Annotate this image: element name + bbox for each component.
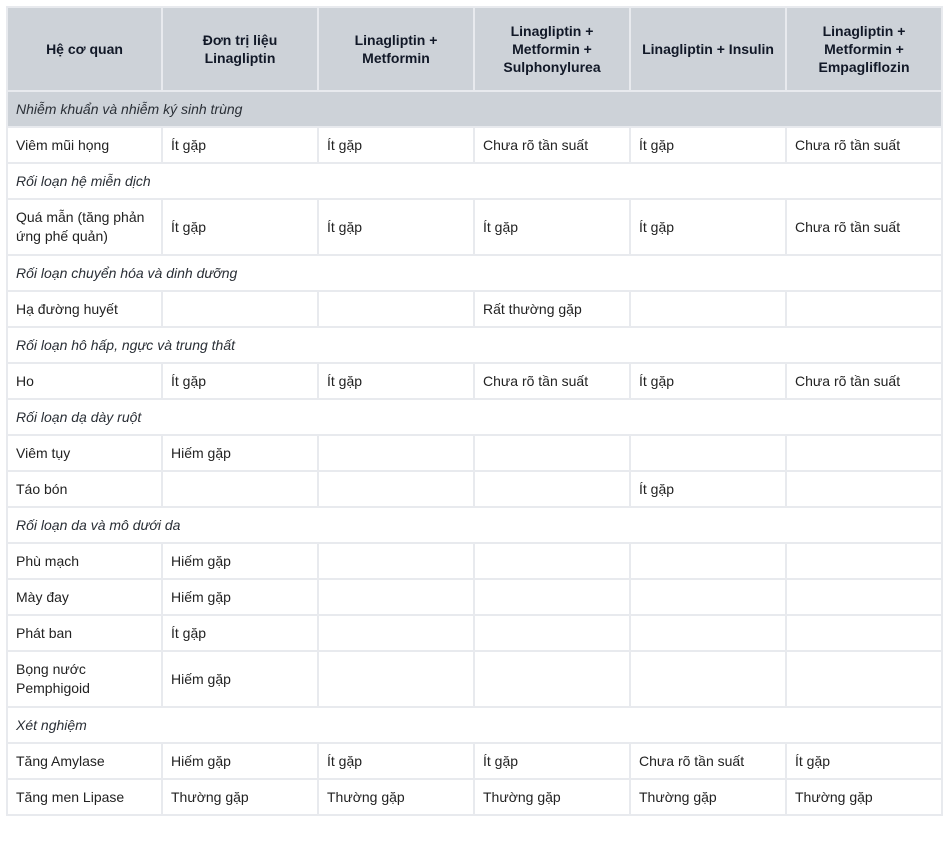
table-row xyxy=(7,127,942,163)
frequency-cell xyxy=(474,435,630,471)
frequency-cell xyxy=(786,543,942,579)
frequency-cell: Ít gặp xyxy=(318,199,474,255)
table-row xyxy=(7,743,942,779)
frequency-cell: Ít gặp xyxy=(318,743,474,779)
header-organ-system: Hệ cơ quan xyxy=(7,7,162,91)
frequency-cell: Rất thường gặp xyxy=(474,291,630,327)
organ-cell: Viêm mũi họng xyxy=(7,127,162,163)
frequency-cell: Chưa rõ tần suất xyxy=(474,127,630,163)
group-title: Rối loạn chuyển hóa và dinh dưỡng xyxy=(7,255,942,291)
group-row xyxy=(7,255,942,291)
frequency-cell: Ít gặp xyxy=(630,471,786,507)
table-body xyxy=(7,91,942,815)
frequency-cell: Hiếm gặp xyxy=(162,435,318,471)
frequency-cell: Ít gặp xyxy=(162,615,318,651)
frequency-cell xyxy=(786,651,942,707)
frequency-cell: Ít gặp xyxy=(162,363,318,399)
organ-cell: Ho xyxy=(7,363,162,399)
organ-cell: Quá mẫn (tăng phản ứng phế quản) xyxy=(7,199,162,255)
frequency-cell xyxy=(474,651,630,707)
frequency-cell xyxy=(630,543,786,579)
frequency-cell xyxy=(474,579,630,615)
frequency-cell: Chưa rõ tần suất xyxy=(630,743,786,779)
frequency-cell xyxy=(162,291,318,327)
table-row xyxy=(7,615,942,651)
frequency-cell: Ít gặp xyxy=(162,199,318,255)
frequency-cell: Ít gặp xyxy=(318,363,474,399)
header-lina-met-su: Linagliptin + Metformin + Sulphonylurea xyxy=(474,7,630,91)
table-row xyxy=(7,199,942,255)
table-row xyxy=(7,779,942,815)
frequency-cell: Ít gặp xyxy=(630,363,786,399)
group-row xyxy=(7,707,942,743)
table-row xyxy=(7,435,942,471)
frequency-cell: Ít gặp xyxy=(630,199,786,255)
header-row xyxy=(7,7,942,91)
frequency-cell xyxy=(318,579,474,615)
group-title: Rối loạn dạ dày ruột xyxy=(7,399,942,435)
frequency-cell xyxy=(318,651,474,707)
frequency-cell: Ít gặp xyxy=(318,127,474,163)
frequency-cell: Hiếm gặp xyxy=(162,579,318,615)
group-title: Rối loạn da và mô dưới da xyxy=(7,507,942,543)
adverse-reactions-table xyxy=(6,6,943,816)
frequency-cell xyxy=(630,651,786,707)
frequency-cell xyxy=(786,471,942,507)
frequency-cell: Chưa rõ tần suất xyxy=(786,199,942,255)
frequency-cell xyxy=(630,435,786,471)
header-lina-met-empa: Linagliptin + Metformin + Empagliflozin xyxy=(786,7,942,91)
organ-cell: Tăng Amylase xyxy=(7,743,162,779)
table-row xyxy=(7,543,942,579)
frequency-cell xyxy=(162,471,318,507)
group-title: Rối loạn hệ miễn dịch xyxy=(7,163,942,199)
frequency-cell xyxy=(474,615,630,651)
organ-cell: Phát ban xyxy=(7,615,162,651)
table-row xyxy=(7,471,942,507)
frequency-cell: Hiếm gặp xyxy=(162,543,318,579)
frequency-cell xyxy=(786,435,942,471)
header-lina-insulin: Linagliptin + Insulin xyxy=(630,7,786,91)
frequency-cell: Thường gặp xyxy=(786,779,942,815)
frequency-cell: Chưa rõ tần suất xyxy=(474,363,630,399)
frequency-cell xyxy=(630,579,786,615)
frequency-cell: Ít gặp xyxy=(474,199,630,255)
frequency-cell: Ít gặp xyxy=(474,743,630,779)
table-row xyxy=(7,651,942,707)
frequency-cell xyxy=(318,615,474,651)
organ-cell: Táo bón xyxy=(7,471,162,507)
group-title: Xét nghiệm xyxy=(7,707,942,743)
frequency-cell: Ít gặp xyxy=(630,127,786,163)
group-row xyxy=(7,507,942,543)
frequency-cell xyxy=(630,291,786,327)
group-row xyxy=(7,327,942,363)
frequency-cell xyxy=(474,471,630,507)
frequency-cell: Hiếm gặp xyxy=(162,651,318,707)
group-title: Nhiễm khuẩn và nhiễm ký sinh trùng xyxy=(7,91,942,127)
organ-cell: Bọng nước Pemphigoid xyxy=(7,651,162,707)
frequency-cell xyxy=(786,615,942,651)
group-title: Rối loạn hô hấp, ngực và trung thất xyxy=(7,327,942,363)
frequency-cell xyxy=(318,543,474,579)
frequency-cell: Thường gặp xyxy=(318,779,474,815)
frequency-cell xyxy=(786,291,942,327)
frequency-cell: Thường gặp xyxy=(474,779,630,815)
group-row xyxy=(7,91,942,127)
frequency-cell: Thường gặp xyxy=(630,779,786,815)
frequency-cell: Chưa rõ tần suất xyxy=(786,363,942,399)
frequency-cell: Ít gặp xyxy=(162,127,318,163)
frequency-cell: Thường gặp xyxy=(162,779,318,815)
table-row xyxy=(7,579,942,615)
frequency-cell xyxy=(318,291,474,327)
organ-cell: Viêm tụy xyxy=(7,435,162,471)
group-row xyxy=(7,163,942,199)
frequency-cell xyxy=(630,615,786,651)
header-lina-metformin: Linagliptin + Metformin xyxy=(318,7,474,91)
frequency-cell xyxy=(474,543,630,579)
frequency-cell: Ít gặp xyxy=(786,743,942,779)
organ-cell: Hạ đường huyết xyxy=(7,291,162,327)
frequency-cell xyxy=(318,435,474,471)
frequency-cell xyxy=(786,579,942,615)
frequency-cell: Chưa rõ tần suất xyxy=(786,127,942,163)
organ-cell: Tăng men Lipase xyxy=(7,779,162,815)
frequency-cell: Hiếm gặp xyxy=(162,743,318,779)
group-row xyxy=(7,399,942,435)
table-row xyxy=(7,363,942,399)
table-header xyxy=(7,7,942,91)
header-linagliptin-mono: Đơn trị liệu Linagliptin xyxy=(162,7,318,91)
frequency-cell xyxy=(318,471,474,507)
organ-cell: Mày đay xyxy=(7,579,162,615)
table-row xyxy=(7,291,942,327)
organ-cell: Phù mạch xyxy=(7,543,162,579)
